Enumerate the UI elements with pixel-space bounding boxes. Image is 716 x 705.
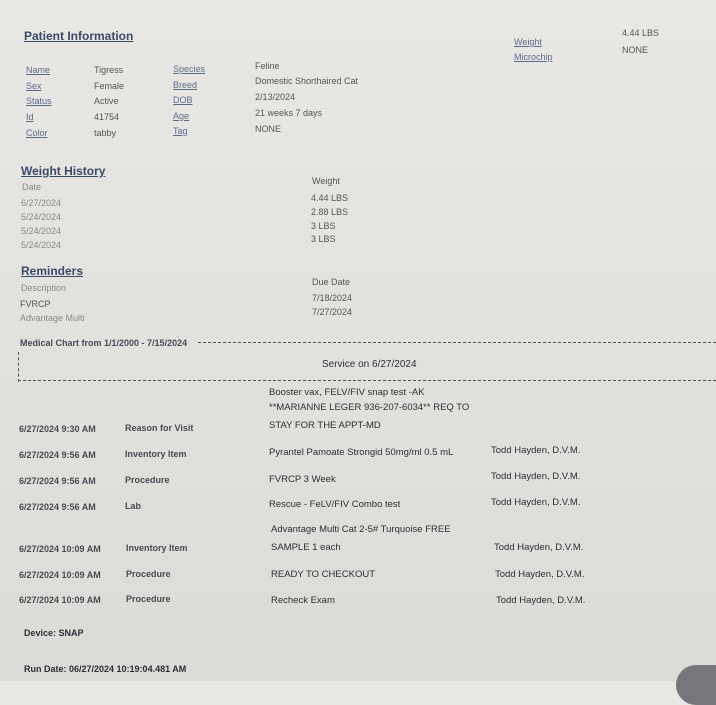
device-line: Device: SNAP	[24, 628, 84, 638]
sex-label: Sex	[26, 81, 42, 91]
entry-type: Reason for Visit	[125, 423, 194, 433]
weight-row-value: 3 LBS	[311, 234, 336, 244]
weight-history-date-header: Date	[22, 182, 42, 192]
entry-date: 6/27/2024 9:56 AM	[19, 476, 96, 486]
entry-provider: Todd Hayden, D.V.M.	[494, 542, 584, 553]
run-date-line: Run Date: 06/27/2024 10:19:04.481 AM	[24, 664, 187, 674]
weight-label: Weight	[514, 37, 542, 47]
tag-value: NONE	[255, 124, 282, 134]
color-value: tabby	[94, 128, 117, 138]
reminders-title: Reminders	[21, 264, 84, 278]
color-label: Color	[26, 128, 48, 138]
visit-note-line: **MARIANNE LEGER 936-207-6034** REQ TO	[269, 402, 470, 413]
weight-row-value: 3 LBS	[311, 221, 336, 231]
entry-desc: READY TO CHECKOUT	[271, 569, 375, 580]
age-label: Age	[173, 111, 190, 121]
name-label: Name	[26, 65, 51, 75]
entry-desc: SAMPLE 1 each	[271, 542, 341, 553]
entry-date: 6/27/2024 10:09 AM	[19, 544, 101, 554]
entry-provider: Todd Hayden, D.V.M.	[491, 471, 581, 482]
entry-desc-line1: Advantage Multi Cat 2-5# Turquoise FREE	[271, 524, 451, 535]
chart-divider	[198, 342, 716, 343]
entry-desc: FVRCP 3 Week	[269, 474, 336, 485]
weight-row-date: 5/24/2024	[21, 212, 62, 222]
weight-history-title: Weight History	[21, 164, 106, 178]
species-label: Species	[173, 64, 206, 74]
reminder-desc: FVRCP	[20, 299, 51, 309]
status-value: Active	[94, 96, 119, 106]
entry-date: 6/27/2024 9:56 AM	[19, 450, 96, 460]
entry-desc: Pyrantel Pamoate Strongid 50mg/ml 0.5 mL	[269, 447, 454, 458]
weight-row-date: 6/27/2024	[21, 198, 62, 208]
entry-provider: Todd Hayden, D.V.M.	[491, 445, 581, 456]
species-value: Feline	[255, 61, 280, 71]
entry-type: Inventory Item	[125, 449, 187, 459]
weight-row-date: 5/24/2024	[21, 226, 62, 236]
entry-desc: Rescue - FeLV/FIV Combo test	[269, 499, 401, 510]
service-date: Service on 6/27/2024	[322, 359, 417, 370]
medical-chart-heading: Medical Chart from 1/1/2000 - 7/15/2024	[20, 338, 188, 348]
entry-type: Lab	[125, 501, 142, 511]
entry-date: 6/27/2024 9:56 AM	[19, 502, 96, 512]
entry-type: Procedure	[125, 475, 170, 485]
id-value: 41754	[94, 112, 120, 122]
status-label: Status	[26, 96, 52, 106]
microchip-value: NONE	[622, 45, 649, 55]
reminder-due: 7/18/2024	[312, 293, 353, 303]
patient-info-title: Patient Information	[24, 29, 134, 43]
name-value: Tigress	[94, 65, 124, 75]
chart-box-left	[18, 352, 19, 382]
dob-label: DOB	[173, 95, 193, 105]
reminder-due: 7/27/2024	[312, 307, 353, 317]
breed-value: Domestic Shorthaired Cat	[255, 76, 359, 86]
weight-row-value: 4.44 LBS	[311, 193, 349, 203]
entry-type: Inventory Item	[126, 543, 188, 553]
dob-value: 2/13/2024	[255, 92, 296, 102]
id-label: Id	[26, 112, 34, 122]
reminders-desc-header: Description	[21, 283, 67, 293]
entry-date: 6/27/2024 10:09 AM	[19, 570, 101, 580]
tag-label: Tag	[173, 126, 188, 136]
reminders-due-header: Due Date	[312, 277, 351, 287]
chart-box-bottom	[18, 380, 716, 381]
page-shadow	[676, 665, 716, 705]
breed-label: Breed	[173, 80, 198, 90]
weight-row-date: 5/24/2024	[21, 240, 62, 250]
age-value: 21 weeks 7 days	[255, 108, 323, 118]
entry-provider: Todd Hayden, D.V.M.	[496, 595, 586, 606]
weight-value: 4.44 LBS	[622, 28, 660, 38]
entry-desc: Recheck Exam	[271, 595, 335, 606]
reminder-desc: Advantage Multi	[20, 313, 85, 323]
visit-note-line: STAY FOR THE APPT-MD	[269, 420, 381, 431]
sex-value: Female	[94, 81, 125, 91]
entry-provider: Todd Hayden, D.V.M.	[495, 569, 585, 580]
entry-type: Procedure	[126, 594, 171, 604]
entry-type: Procedure	[126, 569, 171, 579]
weight-row-value: 2.88 LBS	[311, 207, 349, 217]
entry-date: 6/27/2024 10:09 AM	[19, 595, 101, 605]
visit-note-line: Booster vax, FELV/FIV snap test -AK	[269, 387, 425, 398]
microchip-label: Microchip	[514, 52, 553, 62]
entry-provider: Todd Hayden, D.V.M.	[491, 497, 581, 508]
entry-date: 6/27/2024 9:30 AM	[19, 424, 96, 434]
weight-history-weight-header: Weight	[312, 176, 340, 186]
